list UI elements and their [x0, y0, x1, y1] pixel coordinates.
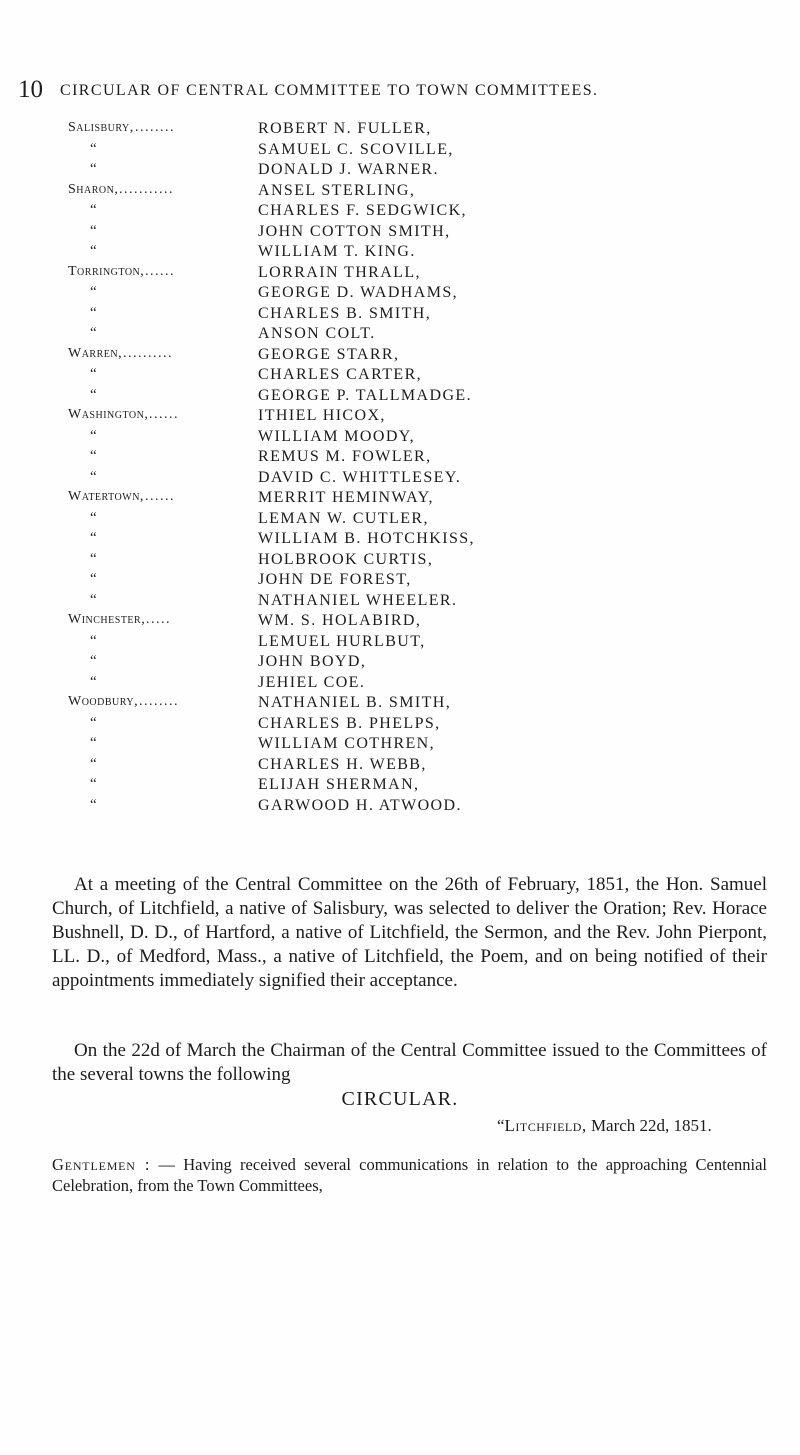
ditto-mark: “ [90, 714, 97, 731]
committee-member-name: HOLBROOK CURTIS, [258, 550, 434, 568]
ditto-mark: “ [90, 550, 97, 567]
committee-row [68, 592, 768, 613]
committee-member-name: WILLIAM MOODY, [258, 427, 416, 445]
ditto-mark: “ [90, 243, 97, 259]
chairman-paragraph: On the 22d of March the Chairman of the Central Committee issued to the Committees of the several towns the following [52, 1040, 767, 1085]
committee-row [68, 756, 768, 777]
ditto-mark: “ [90, 632, 97, 649]
town-name: Watertown, [68, 489, 144, 504]
ditto-mark: “ [90, 653, 97, 669]
committee-row [68, 489, 768, 510]
committee-member-name: JOHN COTTON SMITH, [258, 222, 451, 240]
committee-member-name: DONALD J. WARNER. [258, 161, 439, 178]
leader-dots: ........... [119, 181, 174, 197]
committee-member-name: ELIJAH SHERMAN, [258, 776, 420, 793]
town-name: Sharon, [68, 181, 119, 197]
committee-row [68, 141, 768, 162]
committee-row [68, 551, 768, 572]
committee-row [68, 469, 768, 490]
running-head [0, 76, 800, 106]
committee-member-name: CHARLES H. WEBB, [258, 755, 427, 773]
committee-row [68, 202, 768, 223]
committee-member-name: REMUS M. FOWLER, [258, 448, 432, 465]
leader-dots: ...... [149, 407, 179, 422]
committee-row [68, 571, 768, 592]
committee-row [68, 223, 768, 244]
committee-member-name: GEORGE STARR, [258, 345, 400, 363]
leader-dots: ........ [139, 694, 179, 709]
ditto-mark: “ [90, 222, 97, 239]
committee-member-name: WILLIAM B. HOTCHKISS, [258, 530, 475, 547]
ditto-mark: “ [90, 448, 97, 464]
committee-member-name: ROBERT N. FULLER, [258, 120, 432, 137]
committee-row [68, 182, 768, 203]
circular-heading: CIRCULAR. [341, 1088, 459, 1110]
dateline-place: Litchfield, [504, 1116, 587, 1135]
committee-member-name: JOHN DE FOREST, [258, 571, 412, 588]
committee-row [68, 407, 768, 428]
committee-row [68, 530, 768, 551]
leader-dots: ........ [135, 120, 175, 135]
committee-row [68, 797, 768, 818]
ditto-mark: “ [90, 325, 97, 341]
town-name: Warren, [68, 345, 123, 361]
meeting-paragraph: At a meeting of the Central Committee on the 26th of February, 1851, the Hon. Samuel Church, of Litchfield, a native of Salisbury, was selected to deliver the Oration; Rev. Horace Bushnell, D. D., of Hartford, a native of Litchfield, the Sermon, and the Rev. John Pierpont, LL. D., of Medford, Mass., a native of Litchfield, the Poem, and on being notified of their appointments immediately signified their acceptance. [52, 874, 767, 991]
committee-member-name: ANSON COLT. [258, 325, 376, 342]
committee-member-name: WILLIAM COTHREN, [258, 735, 436, 752]
committee-row [68, 674, 768, 695]
ditto-mark: “ [90, 386, 97, 403]
letter-text: — Having received several communications in relation to the approaching Centennial Celebration, from the Town Committees, [52, 1154, 768, 1195]
committee-member-name: GEORGE D. WADHAMS, [258, 284, 459, 301]
ditto-mark: “ [90, 202, 97, 218]
ditto-mark: “ [90, 304, 97, 321]
committee-row [68, 243, 768, 264]
committee-member-name: CHARLES B. SMITH, [258, 304, 432, 322]
committee-row [68, 653, 768, 674]
ditto-mark: “ [90, 673, 97, 690]
town-name: Salisbury, [68, 120, 134, 135]
circular-letter-body [52, 1154, 767, 1196]
ditto-mark: “ [90, 427, 97, 444]
committee-row [68, 346, 768, 367]
ditto-mark: “ [90, 571, 97, 587]
committee-member-name: WM. S. HOLABIRD, [258, 612, 422, 629]
committee-member-name: ANSEL STERLING, [258, 181, 416, 199]
ditto-mark: “ [90, 591, 97, 608]
leader-dots: ..... [146, 612, 171, 627]
committee-row [68, 694, 768, 715]
town-name: Washington, [68, 407, 149, 422]
committee-row [68, 510, 768, 531]
committee-row [68, 428, 768, 449]
ditto-mark: “ [90, 468, 97, 485]
dateline-date: March 22d, 1851. [586, 1116, 712, 1135]
committee-member-name: GARWOOD H. ATWOOD. [258, 796, 462, 814]
leader-dots: ...... [145, 489, 175, 504]
committee-member-name: WILLIAM T. KING. [258, 243, 416, 260]
page-number: 10 [18, 76, 43, 103]
committee-row [68, 776, 768, 797]
committee-row [68, 633, 768, 654]
committee-row [68, 612, 768, 633]
ditto-mark: “ [90, 755, 97, 772]
ditto-mark: “ [90, 161, 97, 177]
committee-row [68, 284, 768, 305]
circular-dateline [497, 1116, 712, 1136]
committee-row [68, 387, 768, 408]
ditto-mark: “ [90, 530, 97, 546]
running-title: CIRCULAR OF CENTRAL COMMITTEE TO TOWN COMMITTEES. [60, 82, 599, 99]
committee-row [68, 120, 768, 141]
committee-member-name: CHARLES B. PHELPS, [258, 714, 441, 732]
committee-row [68, 161, 768, 182]
committee-member-name: NATHANIEL B. SMITH, [258, 694, 452, 711]
committee-row [68, 715, 768, 736]
committee-member-name: CHARLES CARTER, [258, 366, 423, 383]
committee-member-name: LEMAN W. CUTLER, [258, 509, 429, 527]
committee-member-name: ITHIEL HICOX, [258, 407, 386, 424]
committee-member-name: CHARLES F. SEDGWICK, [258, 202, 467, 219]
committee-row [68, 448, 768, 469]
committee-member-name: SAMUEL C. SCOVILLE, [258, 140, 454, 158]
committee-member-name: LEMUEL HURLBUT, [258, 632, 426, 650]
town-name: Torrington, [68, 263, 145, 279]
committee-row [68, 264, 768, 285]
committee-member-name: DAVID C. WHITTLESEY. [258, 468, 462, 486]
leader-dots: .......... [123, 345, 173, 361]
ditto-mark: “ [90, 776, 97, 792]
ditto-mark: “ [90, 735, 97, 751]
committee-row [68, 366, 768, 387]
town-name: Woodbury, [68, 694, 139, 709]
town-committee-list [68, 120, 768, 817]
ditto-mark: “ [90, 284, 97, 300]
ditto-mark: “ [90, 366, 97, 382]
committee-member-name: MERRIT HEMINWAY, [258, 489, 434, 506]
committee-member-name: NATHANIEL WHEELER. [258, 591, 458, 609]
ditto-mark: “ [90, 509, 97, 526]
committee-member-name: JEHIEL COE. [258, 673, 366, 691]
committee-member-name: JOHN BOYD, [258, 653, 367, 670]
committee-row [68, 305, 768, 326]
committee-member-name: LORRAIN THRALL, [258, 263, 421, 281]
dateline-open-quote: “ [497, 1116, 505, 1135]
letter-salutation: Gentlemen : [52, 1154, 151, 1174]
committee-member-name: GEORGE P. TALLMADGE. [258, 386, 472, 404]
ditto-mark: “ [90, 796, 97, 813]
town-name: Winchester, [68, 612, 146, 627]
leader-dots: ...... [145, 263, 175, 279]
committee-row [68, 735, 768, 756]
ditto-mark: “ [90, 140, 97, 157]
committee-row [68, 325, 768, 346]
